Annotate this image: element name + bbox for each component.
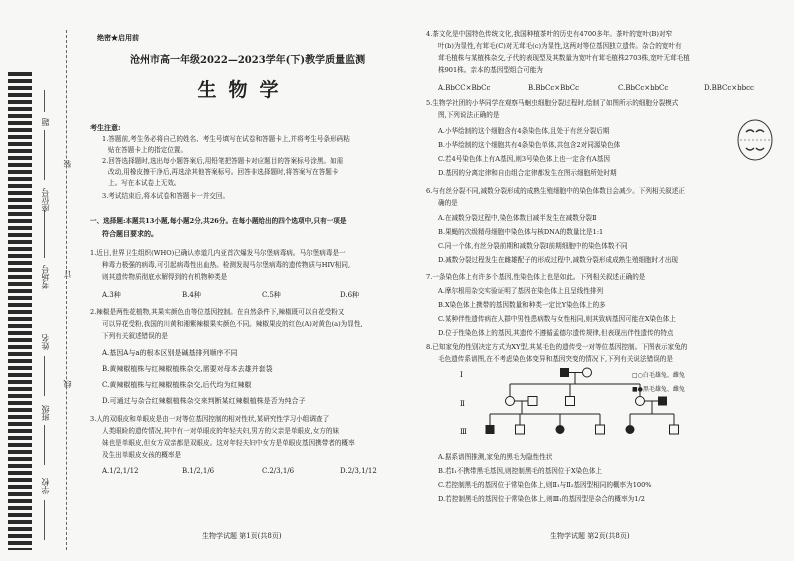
pedigree-legend-white: □○白毛雄兔、雌兔 xyxy=(632,372,685,379)
q8-option: D.若控制黑毛的基因位于常染色体上,则Ⅲ₁的基因型是杂合的概率为1/2 xyxy=(438,495,645,503)
pedigree-black-male xyxy=(658,397,667,406)
binding-label-name: 姓名 xyxy=(41,334,50,350)
binding-strip xyxy=(0,0,82,561)
binding-line xyxy=(44,210,45,258)
q1-option: B.4种 xyxy=(182,291,201,299)
q3-text: 3.人的双眼皮和单眼皮是由一对等位基因控制的相对性状,某研究性学习小组调查了 xyxy=(90,415,330,423)
q4-option: A.BbCC×BbCc xyxy=(438,84,491,92)
q1-option: D.6种 xyxy=(340,291,360,299)
q2-option: D.可通过与杂合红辣椒植株杂交来判断某红辣椒植株是否为纯合子 xyxy=(102,397,306,405)
generation-label: Ⅰ xyxy=(460,371,463,379)
q7-option: B.X染色体上携带的基因数量和种类一定比Y染色体上的多 xyxy=(438,301,606,309)
page-footer: 生物学试题 第1页(共8页) xyxy=(202,532,282,540)
q2-text: 下列有关叙述错误的是 xyxy=(102,332,168,340)
q6-option: B.果蝇的次级精母细胞中染色体与核DNA的数量比是1:1 xyxy=(438,228,604,236)
q8-option: C.若控制黑毛的基因位于常染色体上,则Ⅱ₁与Ⅱ₂基因型相同的概率为100% xyxy=(438,481,652,489)
seal-char: 线 xyxy=(63,380,72,388)
q5-option: C.若4号染色体上有A基因,则3号染色体上也一定含有A基因 xyxy=(438,155,610,163)
q2-option: A.基因A与a的根本区别是碱基排列顺序不同 xyxy=(102,349,238,357)
q3-option: A.1/2,1/12 xyxy=(102,467,139,475)
binding-label-class: 班级 xyxy=(41,405,50,421)
seal-char: 订 xyxy=(63,270,72,278)
q5-option: B.小华绘制的这个细胞共有4条染色单体,共包含2对同源染色体 xyxy=(438,141,621,149)
q7-option: C.某种伴性遗传病在人群中男性患病数与女性相同,则其致病基因可能在X染色体上 xyxy=(438,315,676,323)
q7-text: 7.一条染色体上有许多个基因,性染色体上也是如此。下列相关叙述正确的是 xyxy=(426,273,646,281)
notice-line: 1.答题前,考生务必将自己的姓名、考生号填写在试卷和答题卡上,并将考生号条形码粘 xyxy=(102,135,350,143)
seal-char: 装 xyxy=(63,160,72,168)
q3-text: 人类眼睑的遗传情况,其中有一对单眼皮的年轻夫妇,男方的父亲是单眼皮,女方的妹 xyxy=(102,427,340,435)
binding-line xyxy=(44,90,45,112)
q1-text: 种毒力极强的病毒,可引起病毒性出血热。检测发现马尔堡病毒的遗传物质与HIV相同, xyxy=(102,261,351,269)
q4-text: 茸毛植株与某植株杂交,子代的表现型及其数量为宽叶有茸毛植株2703株,宽叶无茸毛植 xyxy=(438,54,690,62)
pedigree-black-male xyxy=(560,368,569,377)
binding-line xyxy=(44,130,45,180)
pedigree-legend-black: ■●黑毛雄兔、雌兔 xyxy=(632,386,685,393)
cell-division-figure xyxy=(736,118,774,162)
binding-label-room: 考场号 xyxy=(41,265,50,289)
binding-line xyxy=(44,500,45,540)
binding-label-school: 学校 xyxy=(41,478,50,494)
secret-label: 绝密★启用前 xyxy=(97,33,139,42)
section-heading-cont: 符合题目要求的。 xyxy=(102,229,158,238)
binding-line xyxy=(44,356,45,396)
page-1 xyxy=(84,0,404,561)
pedigree-black-female xyxy=(626,425,635,434)
pedigree-black-male xyxy=(486,425,495,434)
q4-text: 株901株。亲本的基因型组合可能为 xyxy=(438,66,543,74)
notice-line: 贴在答题卡上的指定位置。 xyxy=(108,146,188,154)
page-2 xyxy=(420,0,788,561)
q4-option: C.BbCc×bbCc xyxy=(618,84,669,92)
subject-title: 生物学 xyxy=(197,79,291,101)
notice-title: 考生注意: xyxy=(90,123,121,132)
notice-line: 上。写在本试卷上无效。 xyxy=(108,179,181,187)
pedigree-white-male xyxy=(566,397,575,406)
q7-option: A.摩尔根用杂交实验证明了基因在染色体上且呈线性排列 xyxy=(438,287,604,295)
q3-option: D.2/3,1/12 xyxy=(340,467,377,475)
binding-label-seat: 座位号 xyxy=(41,188,50,212)
q2-text: 2.辣椒是两性花植物,其果实颜色由等位基因控制。在自然条件下,辣椒既可以自花受粉又 xyxy=(90,308,345,316)
q2-option: C.黄辣椒植株与红辣椒植株杂交,后代均为红辣椒 xyxy=(102,381,252,389)
q6-text: 确的是 xyxy=(438,199,458,207)
q6-option: D.减数分裂过程发生在雌雄配子的形成过程中,减数分裂形成成熟生殖细胞时才出现 xyxy=(438,256,679,264)
notice-line: 2.回答选择题时,选出每小题答案后,用铅笔把答题卡对应题目的答案标号涂黑。如需 xyxy=(102,157,344,165)
q6-text: 6.与有丝分裂不同,减数分裂形成的成熟生殖细胞中的染色体数目会减少。下列相关叙述正 xyxy=(426,187,685,195)
pedigree-white-female xyxy=(583,368,592,377)
notice-line: 3.考试结束后,将本试卷和答题卡一并交回。 xyxy=(102,192,230,200)
q3-option: B.1/2,1/6 xyxy=(182,467,215,475)
q5-option: D.基因的分离定律和自由组合定律都发生在图示细胞所处时期 xyxy=(438,169,617,177)
pedigree-white-female xyxy=(636,397,645,406)
q1-option: A.3种 xyxy=(102,291,121,299)
pedigree-white-male xyxy=(670,425,679,434)
q2-option: B.黄辣椒植株与红辣椒植株杂交,需要对母本去雄并套袋 xyxy=(102,365,273,373)
q6-option: C.同一个体,有丝分裂前期和减数分裂Ⅰ前期细胞中的染色体数不同 xyxy=(438,242,628,250)
q5-text: 图,下列说法正确的是 xyxy=(438,111,500,119)
q8-text: 毛色遗传系谱图,在不考虑染色体变异和基因突变的情况下,下列有关说法错误的是 xyxy=(438,355,673,363)
q5-text: 5.生物学社团的小华同学在观察马蛔虫细胞分裂过程时,绘制了如图所示的细胞分裂模式 xyxy=(426,99,679,107)
section-heading: 一、选择题:本题共13小题,每小题2分,共26分。在每小题给出的四个选项中,只有一项是 xyxy=(90,217,347,225)
q4-option: B.BbCc×BbCc xyxy=(528,84,580,92)
q1-text: 1.近日,世界卫生组织(WHO)已确认赤道几内亚首次爆发马尔堡病毒病。马尔堡病毒是一 xyxy=(90,249,346,257)
q4-text: 叶(b)为显性,有茸毛(C)对无茸毛(c)为显性,这两对等位基因独立遗传。杂合的宽叶有 xyxy=(438,42,682,50)
binding-line xyxy=(44,425,45,465)
q3-text: 妹也是单眼皮,但女方双亲都是双眼皮。这对年轻夫妇中女方是单眼皮基因携带者的概率 xyxy=(102,439,355,447)
q4-option: D.BBCc×bbcc xyxy=(704,84,754,92)
binding-label-top: 题 xyxy=(41,118,50,126)
q7-option: D.位于性染色体上的基因,其遗传不遵循孟德尔遗传规律,但表现出伴性遗传的特点 xyxy=(438,329,674,337)
pedigree-white-female xyxy=(506,397,515,406)
pedigree-white-male xyxy=(596,425,605,434)
generation-label: Ⅲ xyxy=(460,428,467,436)
binding-barcode-stripes xyxy=(8,72,32,550)
q4-text: 4.茶文化是中国特色传统文化,我国种植茶叶的历史有4700多年。茶叶的宽叶(B)对窄 xyxy=(426,30,673,38)
pedigree-black-female xyxy=(556,425,565,434)
q8-option: A.据系谱图推测,家兔的黑毛为隐性性状 xyxy=(438,453,553,461)
q3-option: C.2/3,1/6 xyxy=(262,467,295,475)
q3-text: 及生出单眼皮女孩的概率是 xyxy=(102,451,182,459)
q6-option: A.在减数分裂过程中,染色体数目减半发生在减数分裂Ⅱ xyxy=(438,214,597,222)
generation-label: Ⅱ xyxy=(460,400,465,408)
pedigree-white-male xyxy=(528,397,537,406)
q5-option: A.小华绘制的这个细胞含有4条染色体,且处于有丝分裂后期 xyxy=(438,127,610,135)
q2-text: 可以异花受粉,我国的川黄和湘紫辣椒果实颜色不同。辣椒果皮的红色(A)对黄色(a)为显性, xyxy=(102,320,363,328)
q8-option: B.若Ⅰ₁不携带黑毛基因,则控制黑毛的基因位于X染色体上 xyxy=(438,467,603,475)
page-footer: 生物学试题 第2页(共8页) xyxy=(550,532,630,540)
q8-text: 8.已知家兔的性别决定方式为XY型,其某毛色的遗传受一对等位基因控制。下图表示家兔的 xyxy=(426,343,688,351)
seal-dashed-line xyxy=(66,30,67,550)
q1-option: C.5种 xyxy=(262,291,281,299)
notice-line: 改动,用橡皮擦干净后,再选涂其他答案标号。回答非选择题时,将答案写在答题卡 xyxy=(108,168,339,176)
q1-text: 则其遗传物质彻底水解得到的有机物种类是 xyxy=(102,273,228,281)
pedigree-white-male xyxy=(516,425,525,434)
exam-title: 沧州市高一年级2022—2023学年(下)教学质量监测 xyxy=(130,55,366,66)
